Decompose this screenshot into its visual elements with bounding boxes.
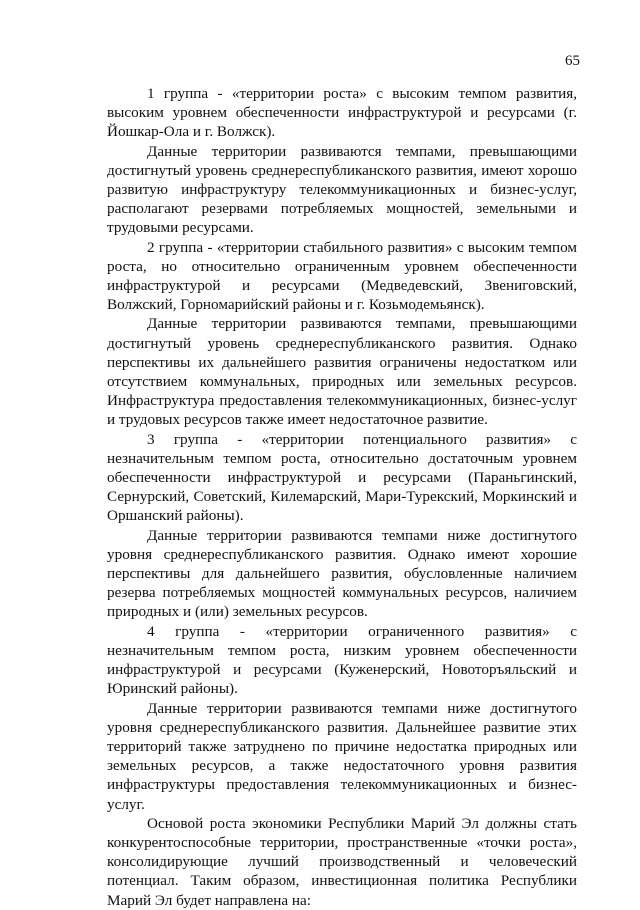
- paragraph-group-1: 1 группа - «территории роста» с высоким темпом развития, высоким уровнем обеспеченности инфраструктурой и ресурсами (г. Йошкар-Ола и г. Волжск).: [107, 85, 577, 141]
- paragraph-group-2-description: Данные территории развиваются темпами, превышающими достигнутый уровень среднереспубликанского развития. Однако перспективы их дальнейшего развития ограничены недостатком или отсутствием коммунальных, природных или земельных ресурсов. Инфраструктура предоставления телекоммуникационных, бизнес-услуг и трудовых ресурсов также имеет недостаточное развитие.: [107, 315, 577, 429]
- page-number: 65: [565, 53, 580, 69]
- paragraph-group-4: 4 группа - «территории ограниченного развития» с незначительным темпом роста, низким уровнем обеспеченности инфраструктурой и ресурсами (Куженерский, Новоторъяльский и Юринский районы).: [107, 622, 577, 698]
- body-text: [107, 84, 577, 910]
- paragraph-conclusion: Основой роста экономики Республики Марий Эл должны стать конкурентоспособные территории, пространственные «точки роста», консолидирующие лучший производственный и человеческий потенциал. Таким образом, инвестиционная политика Республики Марий Эл будет направлена на:: [107, 814, 577, 909]
- paragraph-group-1-description: Данные территории развиваются темпами, превышающими достигнутый уровень среднереспубликанского развития, имеют хорошо развитую инфраструктуру телекоммуникационных и бизнес-услуг, располагают резервами потребляемых мощностей, земельными и трудовыми ресурсами.: [107, 142, 577, 237]
- paragraph-group-2: 2 группа - «территории стабильного развития» с высоким темпом роста, но относительно ограниченным уровнем обеспеченности инфраструктурой и ресурсами (Медведевский, Звениговский, Волжский, Горномарийский районы и г. Козьмодемьянск).: [107, 238, 577, 314]
- paragraph-group-3: 3 группа - «территории потенциального развития» с незначительным темпом роста, относительно достаточным уровнем обеспеченности инфраструктурой и ресурсами (Параньгинский, Сернурский, Советский, Килемарский, Мари-Турекский, Моркинский и Оршанский районы).: [107, 430, 577, 525]
- paragraph-group-4-description: Данные территории развиваются темпами ниже достигнутого уровня среднереспубликанского развития. Дальнейшее развитие этих территорий также затруднено по причине недостатка природных или земельных ресурсов, а также недостаточного уровня развития инфраструктуры предоставления телекоммуникационных и бизнес-услуг.: [107, 699, 577, 813]
- paragraph-group-3-description: Данные территории развиваются темпами ниже достигнутого уровня среднереспубликанского развития. Однако имеют хорошие перспективы для дальнейшего развития, обусловленные наличием резерва потребляемых мощностей коммунальных ресурсов, наличием природных и (или) земельных ресурсов.: [107, 526, 577, 621]
